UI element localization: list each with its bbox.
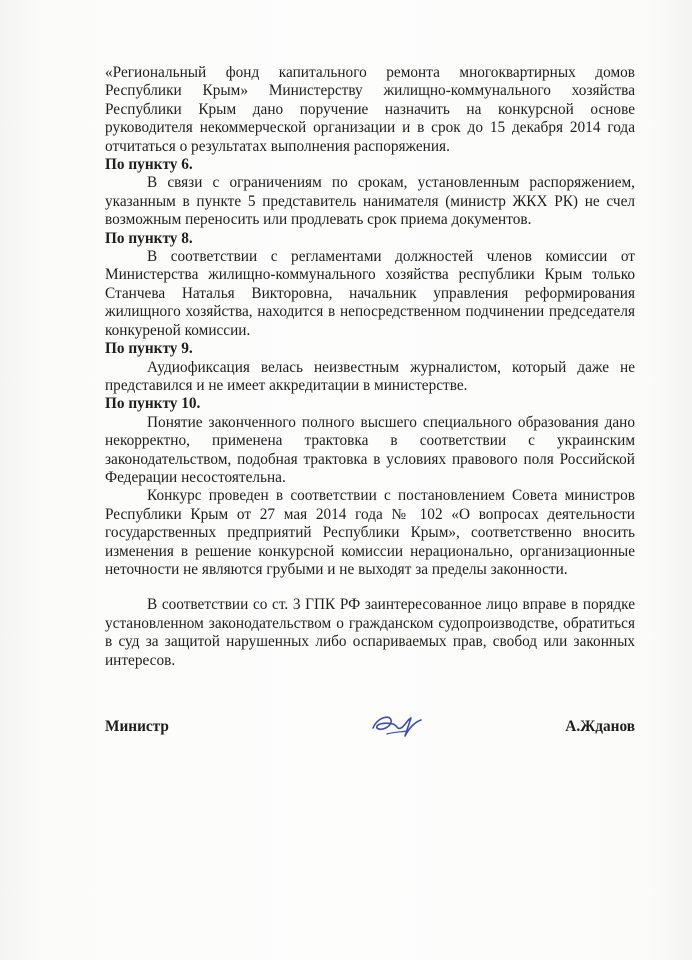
section-heading-9: По пункту 9.: [105, 340, 193, 358]
intro-paragraph: «Региональный фонд капитального ремонта многоквартирных домов Республики Крым» Министерству жилищно-коммунального хозяйства Республики Крым дано поручение назначить на конкурсной основе руководителя некоммерческой организации и в срок до 15 декабря 2014 года отчитаться о результатах выполнения распоряжения.: [105, 64, 635, 155]
section-text-6: В связи с ограничениям по срокам, установленным распоряжением, указанным в пункте 5 представитель нанимателя (министр ЖКХ РК) не счел возможным переносить или продлевать срок приема документов.: [105, 174, 635, 229]
appeal-paragraph: В соответствии со ст. 3 ГПК РФ заинтересованное лицо вправе в порядке установленном законодательством о гражданском судопроизводстве, обратиться в суд за защитой нарушенных либо оспариваемых прав, свобод или законных интересов.: [105, 596, 635, 669]
signer-position: Министр: [105, 718, 169, 735]
conclusion-paragraph: Конкурс проведен в соответствии с постановлением Совета министров Республики Крым от 27 мая 2014 года № 102 «О вопросах деятельности государственных предприятий Республики Крым», соответственно вносить изменения в решение конкурсной комиссии нерационально, организационные неточности не являются грубыми и не выходят за пределы законности.: [105, 487, 635, 578]
letter-body: [105, 64, 635, 670]
signature-block: [105, 714, 635, 744]
section-heading-10: По пункту 10.: [105, 395, 201, 413]
section-text-10: Понятие законченного полного высшего специального образования дано некорректно, применена трактовка в соответствии с украинским законодательством, подобная трактовка в условиях правового поля Российской Федерации несостоятельна.: [105, 413, 635, 486]
section-text-9: Аудиофиксация велась неизвестным журналистом, который даже не представился и не имеет аккредитации в министерстве.: [105, 358, 635, 394]
section-heading-8: По пункту 8.: [105, 229, 193, 247]
section-text-8: В соответствии с регламентами должностей членов комиссии от Министерства жилищно-коммунального хозяйства республики Крым только Станчева Наталья Викторовна, начальник управления реформирования жилищного хозяйства, находится в непосредственном подчинении председателя конкуреной комиссии.: [105, 248, 635, 339]
signer-name: А.Жданов: [565, 718, 635, 735]
handwritten-signature: [367, 706, 429, 744]
section-heading-6: По пункту 6.: [105, 156, 193, 174]
